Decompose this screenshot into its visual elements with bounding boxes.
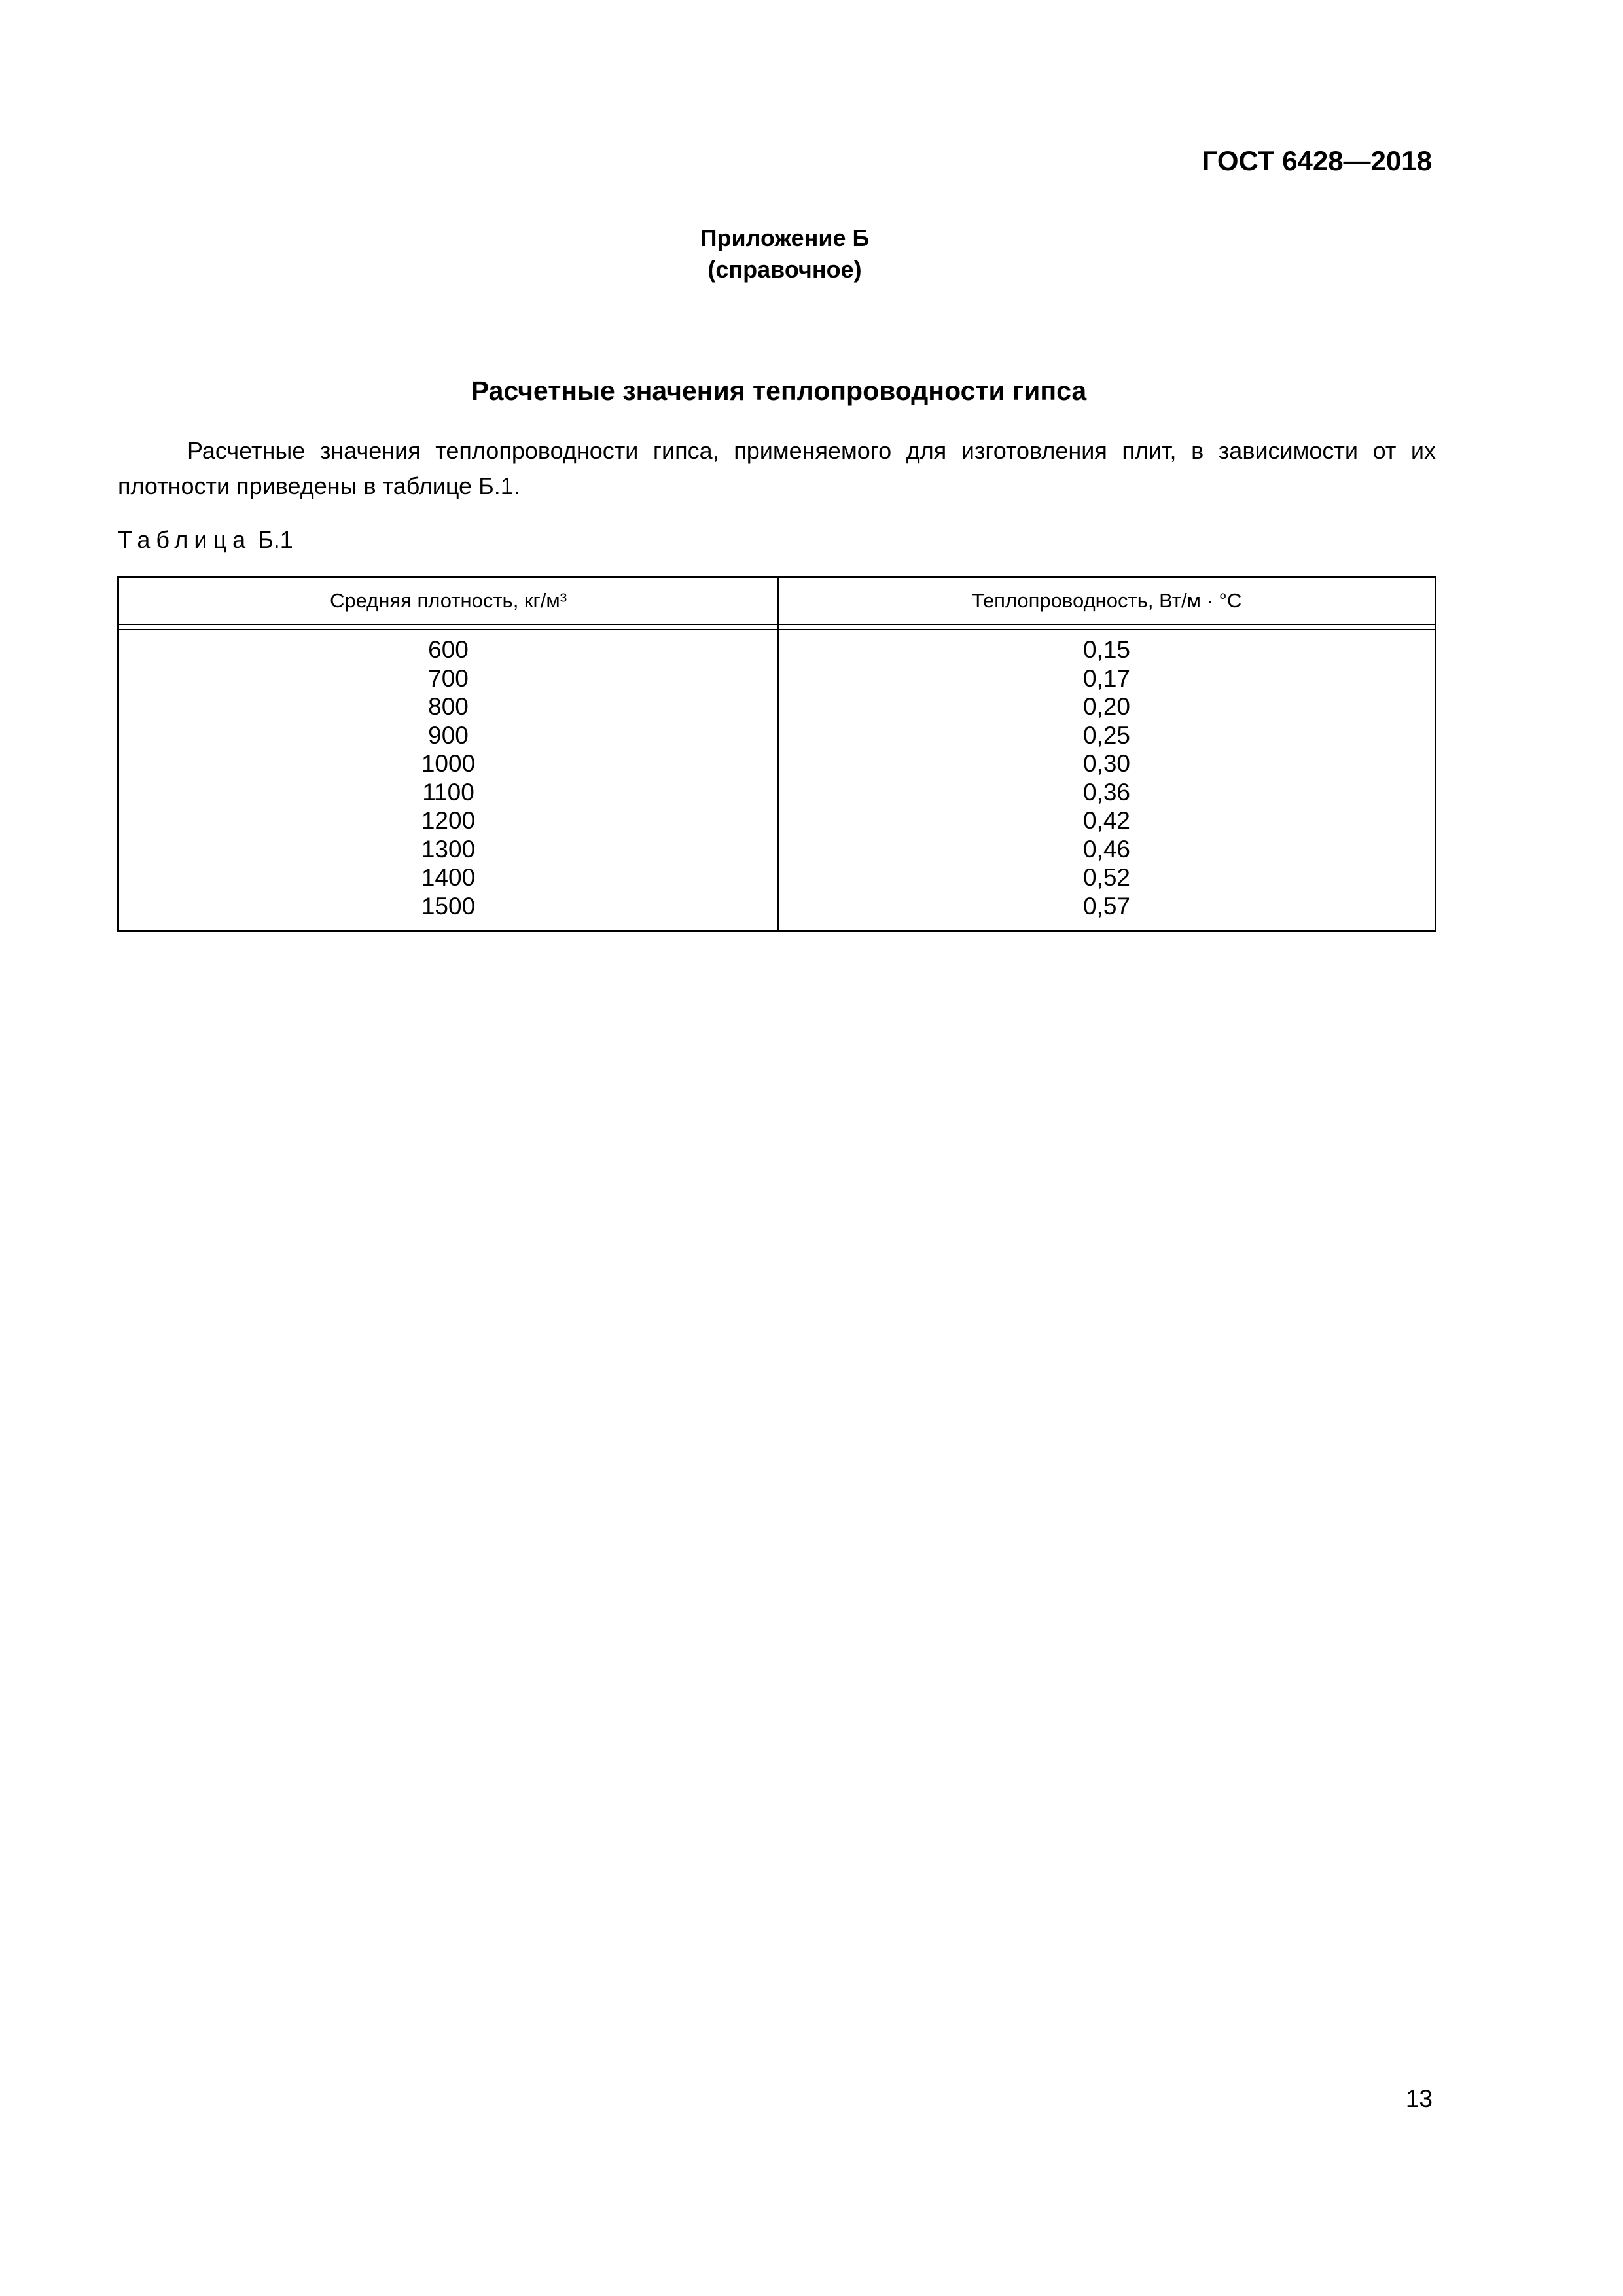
column-header-conductivity: Теплопроводность, Вт/м · °С [971, 589, 1242, 612]
table-cell-conductivity: 0,25 [1082, 721, 1130, 749]
table-cell-conductivity: 0,17 [1082, 664, 1130, 692]
density-column [119, 636, 777, 920]
table-cell-density: 800 [428, 693, 469, 720]
table-cell-density: 1100 [422, 778, 474, 806]
table-cell-conductivity: 0,46 [1082, 835, 1130, 863]
conductivity-column [779, 636, 1435, 920]
table-cell-density: 1500 [421, 892, 476, 920]
header-rule-double [119, 629, 1435, 630]
column-header-density: Средняя плотность, кг/м³ [329, 589, 567, 612]
table-caption-label: Таблица [118, 526, 252, 553]
data-table [117, 576, 1436, 932]
table-cell-conductivity: 0,42 [1082, 807, 1130, 834]
table-cell-conductivity: 0,15 [1082, 636, 1130, 663]
table-cell-density: 1000 [421, 750, 476, 777]
table-cell-density: 1200 [421, 807, 476, 834]
table-cell-density: 900 [428, 721, 469, 749]
table-caption [118, 526, 293, 554]
body-paragraph: Расчетные значения теплопроводности гипса, применяемого для изготовления плит, в зависимости от их плотности приведены в таблице Б.1. [118, 437, 1436, 499]
table-cell-conductivity: 0,30 [1082, 750, 1130, 777]
table-cell-density: 600 [428, 636, 469, 663]
header-rule [119, 624, 1435, 625]
table-cell-conductivity: 0,52 [1082, 864, 1130, 891]
table-cell-density: 1400 [421, 864, 476, 891]
table-cell-conductivity: 0,57 [1082, 892, 1130, 920]
appendix-title: Приложение Б [700, 224, 870, 251]
table-cell-conductivity: 0,36 [1082, 778, 1130, 806]
appendix-heading [0, 223, 1569, 285]
table-cell-conductivity: 0,20 [1082, 693, 1130, 720]
table-cell-density: 700 [428, 664, 469, 692]
standard-number: ГОСТ 6428—2018 [1202, 145, 1432, 176]
appendix-subtitle: (справочное) [707, 256, 862, 283]
table-caption-number: Б.1 [258, 526, 293, 553]
section-title: Расчетные значения теплопроводности гипса [471, 376, 1087, 406]
page-number: 13 [1405, 2085, 1433, 2112]
table-cell-density: 1300 [421, 835, 476, 863]
